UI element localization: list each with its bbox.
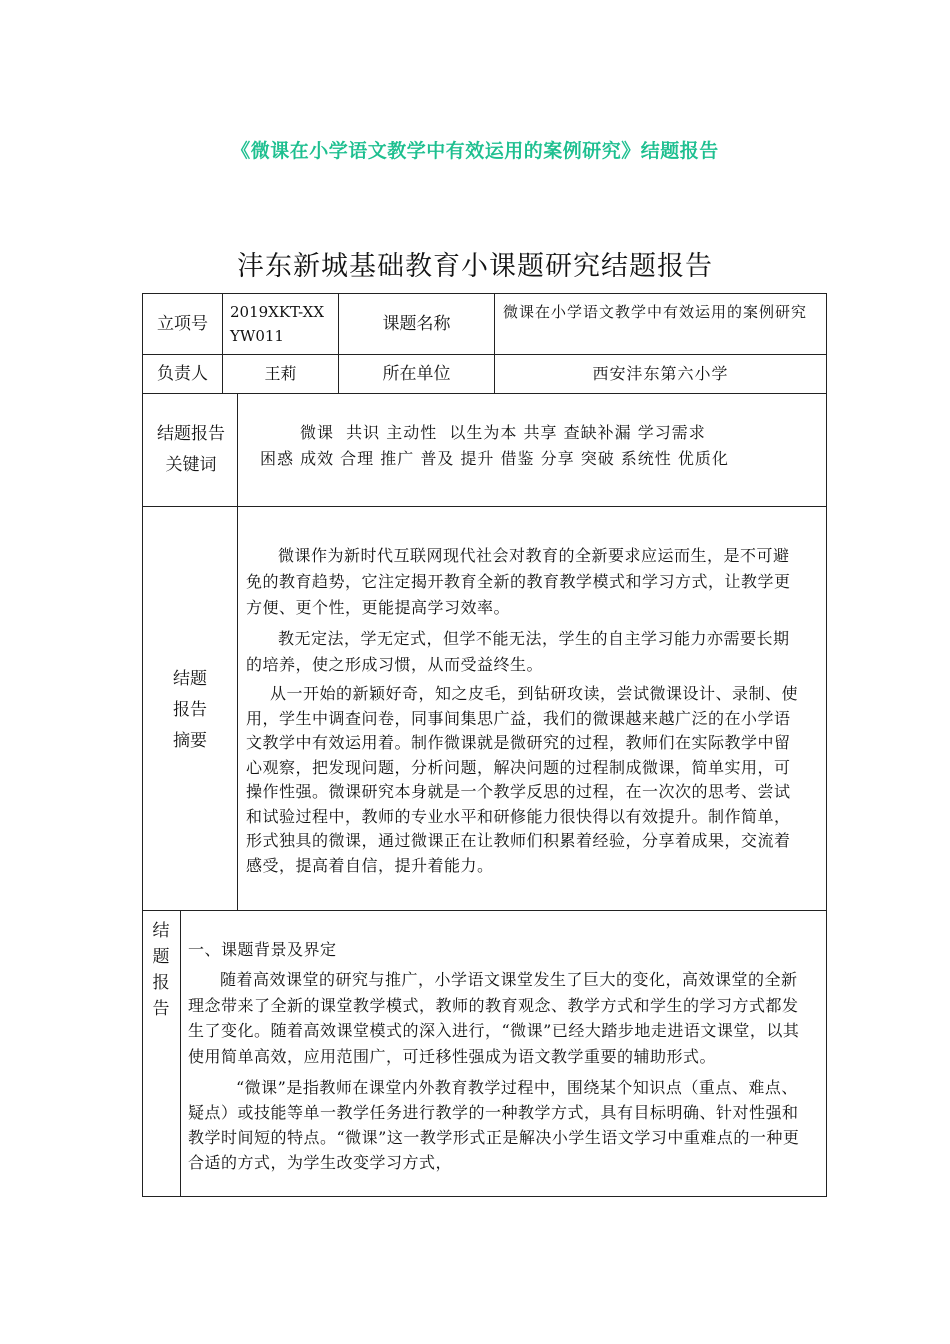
- unit-value: 西安沣东第六小学: [592, 364, 729, 383]
- project-name-value: 微课在小学语文教学中有效运用的案例研究: [503, 303, 808, 321]
- project-name-label: 课题名称: [382, 314, 451, 334]
- report-content: [188, 937, 812, 1175]
- summary-paragraph: 教无定法，学无定式，但学不能无法，学生的自主学习能力亦需要长期的培养，使之形成习惯，从而受益终生。: [246, 629, 790, 674]
- summary-content: [246, 543, 804, 878]
- unit-label: 所在单位: [382, 364, 451, 384]
- report-label: 结题报告: [152, 921, 170, 1019]
- report-section-heading: 一、课题背景及界定: [188, 940, 337, 959]
- keywords-line: 困惑 成效 合理 推广 普及 提升 借鉴 分享 突破 系统性 优质化: [260, 449, 729, 468]
- table-row-divider: [142, 393, 827, 394]
- report-paragraph: 随着高效课堂的研究与推广，小学语文课堂发生了巨大的变化，高效课堂的全新理念带来了全新的课堂教学模式，教师的教育观念、教学方式和学生的学习方式都发生了变化。随着高效课堂模式的深入进行，“微课”已经大踏步地走进语文课堂，以其使用简单高效，应用范围广，可迁移性强成为语文教学重要的辅助形式。: [188, 970, 800, 1066]
- keywords-line: 微课 共识 主动性 以生为本 共享 查缺补漏 学习需求: [300, 423, 706, 442]
- leader-value: 王莉: [264, 364, 297, 383]
- leader-label: 负责人: [157, 364, 208, 384]
- table-row-divider: [142, 910, 827, 911]
- report-paragraph: “微课”是指教师在课堂内外教育教学过程中，围绕某个知识点（重点、难点、疑点）或技能等单一教学任务进行教学的一种教学方式，具有目标明确、针对性强和教学时间短的特点。“微课”这一教学形式正是解决小学生语文学习中重难点的一种更合适的方式，为学生改变学习方式，: [188, 1078, 800, 1172]
- keywords-label: 结题报告关键词: [157, 424, 225, 475]
- table-col-divider: [180, 910, 181, 1197]
- summary-paragraph: 从一开始的新颖好奇，知之皮毛，到钻研攻读，尝试微课设计、录制、使用，学生中调查问卷，同事间集思广益，我们的微课越来越广泛的在小学语文教学中有效运用着。制作微课就是微研究的过程，教师们在实际教学中留心观察，把发现问题，分析问题，解决问题的过程制成微课，简单实用，可操作性强。微课研究本身就是一个教学反思的过程，在一次次的思考、尝试和试验过程中，教师的专业水平和研修能力很快得以有效提升。制作简单，形式独具的微课，通过微课正在让教师们积累着经验，分享着成果，交流着感受，提高着自信，提升着能力。: [246, 684, 799, 875]
- document-top-title: 《微课在小学语文教学中有效运用的案例研究》结题报告: [231, 140, 719, 162]
- project-id-label: 立项号: [157, 314, 208, 334]
- project-id-value: 2019XKT-XXYW011: [230, 303, 325, 345]
- table-border-left: [142, 293, 143, 1197]
- table-row-divider: [142, 506, 827, 507]
- table-border-bottom: [142, 1196, 827, 1197]
- table-border-right: [826, 293, 827, 1197]
- summary-paragraph: 微课作为新时代互联网现代社会对教育的全新要求应运而生，是不可避免的教育趋势，它注定揭开教育全新的教育教学模式和学习方式，让教学更方便、更个性，更能提高学习效率。: [246, 546, 791, 617]
- keywords-content: [238, 420, 826, 480]
- report-main-title: 沣东新城基础教育小课题研究结题报告: [237, 251, 713, 282]
- summary-label: 结题报告摘要: [173, 668, 207, 751]
